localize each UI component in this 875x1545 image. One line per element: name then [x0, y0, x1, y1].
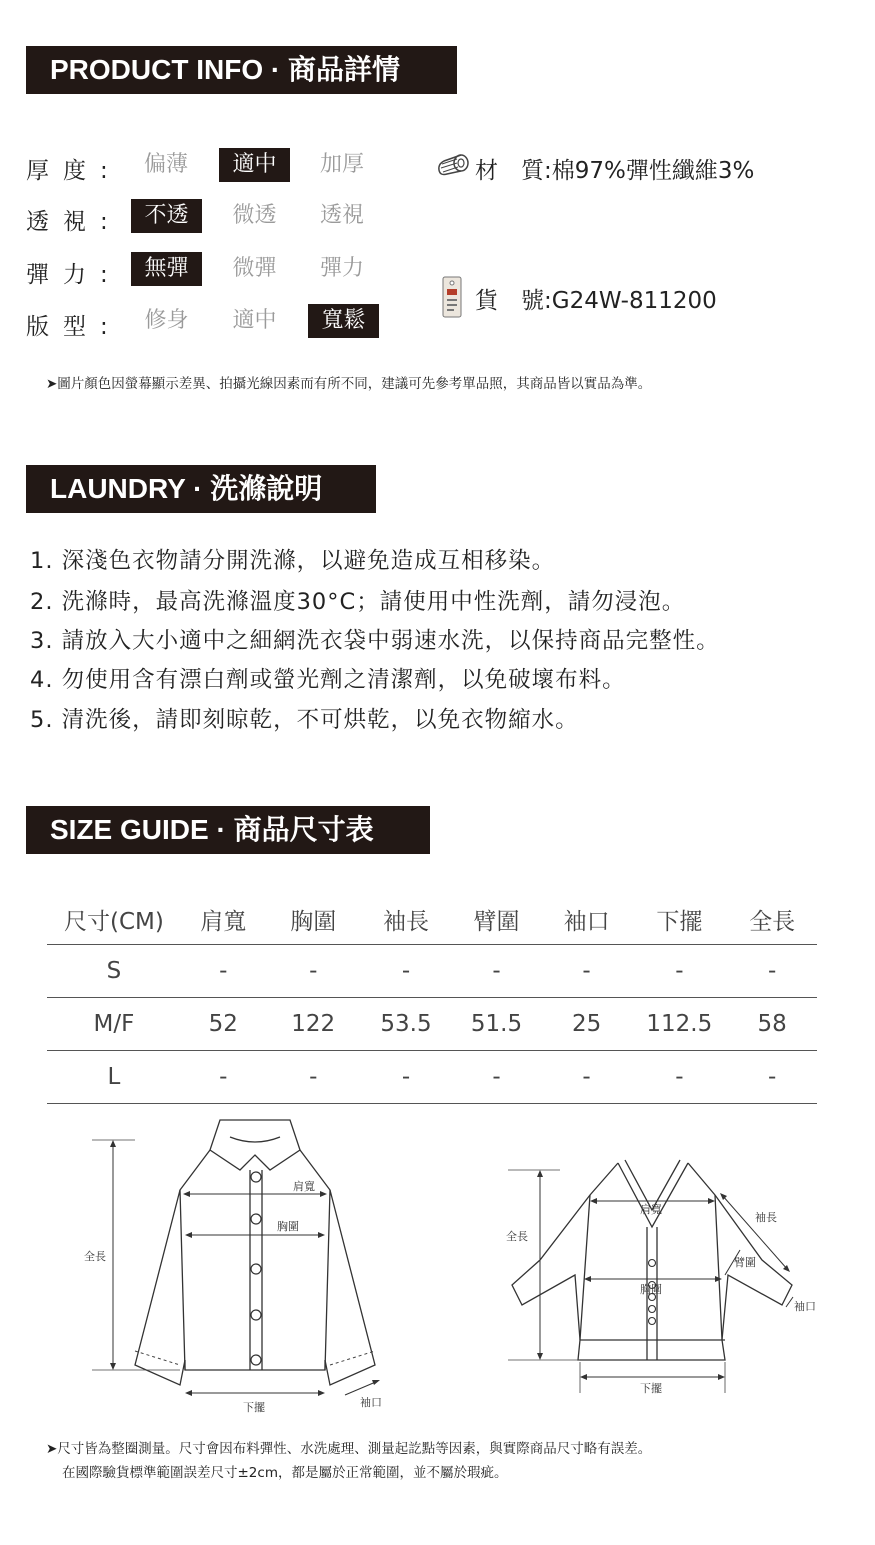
attr-option: 適中 [232, 308, 277, 333]
size-cell: - [266, 945, 361, 998]
size-cell: 51.5 [451, 998, 542, 1051]
table-row [47, 945, 817, 998]
size-cell: S [47, 945, 181, 998]
attr-row-elasticity [26, 256, 406, 286]
column-header: 胸圍 [290, 908, 337, 935]
attr-option-selected: 寬鬆 [308, 304, 379, 338]
size-cell: - [266, 1051, 361, 1104]
size-cell: - [451, 1051, 542, 1104]
column-header: 臂圍 [473, 908, 520, 935]
attr-option: 微透 [232, 203, 277, 228]
diagram-label-hem: 下擺 [640, 1382, 662, 1395]
size-cell: - [727, 945, 817, 998]
size-cell: 112.5 [631, 998, 727, 1051]
size-cell: - [631, 1051, 727, 1104]
attr-option: 微彈 [232, 256, 277, 281]
size-cell: 53.5 [361, 998, 452, 1051]
table-row [47, 998, 817, 1051]
size-cell: - [181, 945, 266, 998]
size-cell: L [47, 1051, 181, 1104]
color-disclaimer: ➤圖片顏色因螢幕顯示差異、拍攝光線因素而有所不同，建議可先參考單品照，其商品皆以實品為準。 [46, 376, 652, 392]
material-value: 棉97%彈性纖維3% [551, 158, 755, 184]
size-cell: - [361, 1051, 452, 1104]
attr-label: 透視: [26, 209, 122, 235]
diagram-label-hem: 下擺 [243, 1401, 265, 1414]
size-cell: - [361, 945, 452, 998]
attr-option: 偏薄 [143, 152, 188, 177]
size-cell: - [181, 1051, 266, 1104]
cardigan-measure-diagram [500, 1155, 830, 1400]
attr-option-selected: 適中 [219, 148, 290, 182]
diagram-label-full-length: 全長 [84, 1250, 106, 1263]
size-cell: M/F [47, 998, 181, 1051]
column-header: 袖口 [563, 908, 610, 935]
diagram-label-chest: 胸圍 [640, 1283, 662, 1296]
attr-option: 透視 [319, 203, 364, 228]
size-cell: 58 [727, 998, 817, 1051]
attr-label: 彈力: [26, 262, 122, 288]
size-cell: - [542, 945, 632, 998]
column-header: 下擺 [656, 908, 703, 935]
column-header: 尺寸(CM) [64, 908, 164, 935]
column-header: 肩寬 [200, 908, 247, 935]
attr-label: 版型: [26, 314, 122, 340]
size-cell: 52 [181, 998, 266, 1051]
sku-value: G24W-811200 [551, 288, 717, 314]
laundry-item: 1. 深淺色衣物請分開洗滌，以避免造成互相移染。 [30, 548, 556, 574]
diagram-label-shoulder: 肩寬 [640, 1203, 662, 1216]
attr-row-thickness [26, 152, 406, 182]
size-cell: - [727, 1051, 817, 1104]
size-cell: - [542, 1051, 632, 1104]
attr-row-transparency [26, 203, 406, 233]
attr-option-selected: 無彈 [131, 252, 202, 286]
size-cell: - [631, 945, 727, 998]
sku-label: 貨 號: [475, 288, 552, 314]
column-header: 全長 [749, 908, 796, 935]
tag-icon [441, 275, 463, 319]
size-cell: 25 [542, 998, 632, 1051]
size-disclaimer-line2: 在國際驗貨標準範圍誤差尺寸±2cm，都是屬於正常範圍，並不屬於瑕疵。 [62, 1465, 508, 1481]
attr-label: 厚度: [26, 158, 122, 184]
size-table [47, 894, 817, 1104]
diagram-label-arm: 臂圍 [734, 1256, 756, 1269]
diagram-label-shoulder: 肩寬 [293, 1180, 315, 1193]
attr-row-fit [26, 308, 406, 338]
size-table-header-row [47, 894, 817, 945]
material-label: 材 質: [475, 158, 552, 184]
size-cell: - [451, 945, 542, 998]
jacket-measure-diagram [80, 1115, 400, 1415]
product-info-header: PRODUCT INFO · 商品詳情 [26, 46, 457, 94]
laundry-header: LAUNDRY · 洗滌說明 [26, 465, 376, 513]
attr-option: 彈力 [319, 256, 364, 281]
laundry-item: 2. 洗滌時，最高洗滌溫度30°C；請使用中性洗劑，請勿浸泡。 [30, 589, 686, 615]
diagram-label-full-length: 全長 [506, 1230, 528, 1243]
size-cell: 122 [266, 998, 361, 1051]
diagram-label-cuff: 袖口 [794, 1300, 816, 1313]
attr-option: 修身 [144, 308, 189, 333]
column-header: 袖長 [383, 908, 429, 935]
fabric-roll-icon [435, 152, 471, 182]
material-row [475, 152, 754, 185]
laundry-item: 5. 清洗後，請即刻晾乾，不可烘乾，以免衣物縮水。 [30, 707, 579, 733]
laundry-item: 4. 勿使用含有漂白劑或螢光劑之清潔劑，以免破壞布料。 [30, 667, 626, 693]
diagram-label-sleeve: 袖長 [755, 1211, 777, 1224]
table-row [47, 1051, 817, 1104]
laundry-item: 3. 請放入大小適中之細網洗衣袋中弱速水洗，以保持商品完整性。 [30, 628, 720, 654]
attr-option: 加厚 [319, 152, 364, 177]
size-disclaimer-line1: ➤尺寸皆為整圈測量。尺寸會因布料彈性、水洗處理、測量起訖點等因素，與實際商品尺寸略有誤差。 [46, 1441, 652, 1457]
sku-row [475, 282, 717, 315]
diagram-label-chest: 胸圍 [277, 1220, 299, 1233]
diagram-label-cuff: 袖口 [360, 1396, 382, 1409]
size-guide-header: SIZE GUIDE · 商品尺寸表 [26, 806, 430, 854]
attr-option-selected: 不透 [131, 199, 202, 233]
